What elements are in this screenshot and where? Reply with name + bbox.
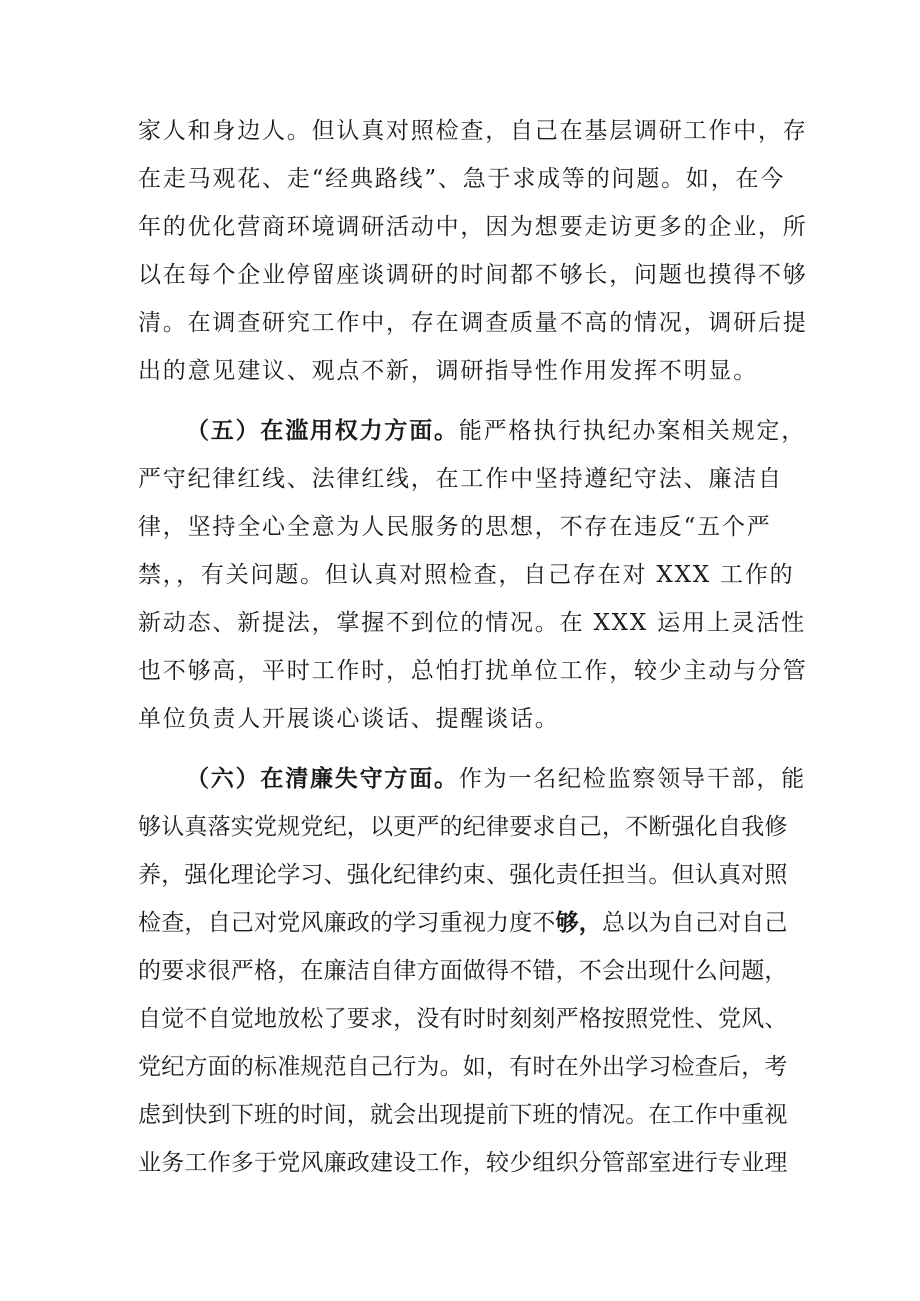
bold-text: 够， bbox=[555, 910, 603, 936]
paragraph-line: 在走马观花、走“经典路线”、急于求成等的问题。如，在今 bbox=[138, 166, 786, 192]
paragraph-line: 律，坚持全心全意为人民服务的思想，不存在违反“五个严 bbox=[138, 514, 772, 540]
paragraph-line: 以在每个企业停留座谈调研的时间都不够长，问题也摸得不够 bbox=[138, 262, 808, 288]
section-5-first-line bbox=[186, 416, 807, 446]
line-text: 检查，自己对党风廉政的学习重视力度不 bbox=[138, 910, 556, 936]
paragraph-line: 自觉不自觉地放松了要求，没有时时刻刻严格按照党性、党风、 bbox=[138, 1006, 788, 1032]
line-text: 总以为自己对自己 bbox=[602, 910, 788, 936]
paragraph-line: 禁，，有关问题。但认真对照检查，自己存在对 XXX 工作的 bbox=[138, 562, 795, 588]
section-6-first-line-text: 作为一名纪检监察领导干部，能 bbox=[458, 766, 807, 792]
paragraph-line: 也不够高，平时工作时，总怕打扰单位工作，较少主动与分管 bbox=[138, 658, 808, 684]
paragraph-line: 够认真落实党规党纪，以更严的纪律要求自己，不断强化自我修 bbox=[138, 814, 788, 840]
paragraph-line: 年的优化营商环境调研活动中，因为想要走访更多的企业，所 bbox=[138, 214, 808, 240]
paragraph-line: 业务工作多于党风廉政建设工作，较少组织分管部室进行专业理 bbox=[138, 1150, 788, 1176]
section-5-heading: （五）在滥用权力方面。 bbox=[186, 418, 459, 444]
paragraph-line: 清。在调查研究工作中，存在调查质量不高的情况，调研后提 bbox=[138, 310, 808, 336]
section-6-first-line bbox=[186, 764, 807, 794]
section-5-first-line-text: 能严格执行执纪办案相关规定， bbox=[458, 418, 807, 444]
section-6-heading: （六）在清廉失守方面。 bbox=[186, 766, 459, 792]
paragraph-line: 的要求很严格，在廉洁自律方面做得不错，不会出现什么问题， bbox=[138, 958, 788, 984]
paragraph-line: 养，强化理论学习、强化纪律约束、强化责任担当。但认真对照 bbox=[138, 862, 788, 888]
paragraph-line bbox=[138, 908, 788, 938]
paragraph-line: 新动态、新提法，掌握不到位的情况。在 XXX 运用上灵活性 bbox=[138, 610, 806, 636]
paragraph-line: 出的意见建议、观点不新，调研指导性作用发挥不明显。 bbox=[138, 358, 758, 384]
paragraph-line: 党纪方面的标准规范自己行为。如，有时在外出学习检查后，考 bbox=[138, 1054, 788, 1080]
paragraph-line: 单位负责人开展谈心谈话、提醒谈话。 bbox=[138, 706, 560, 732]
paragraph-line: 严守纪律红线、法律红线，在工作中坚持遵纪守法、廉洁自 bbox=[138, 466, 783, 492]
paragraph-line: 家人和身边人。但认真对照检查，自己在基层调研工作中，存 bbox=[138, 118, 808, 144]
paragraph-line: 虑到快到下班的时间，就会出现提前下班的情况。在工作中重视 bbox=[138, 1102, 788, 1128]
